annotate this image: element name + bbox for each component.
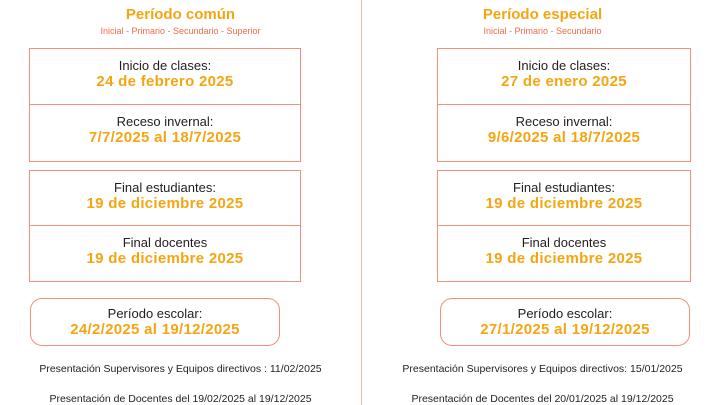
periodo-escolar-value: 27/1/2025 al 19/12/2025 bbox=[480, 321, 650, 338]
final-docentes-label: Final docentes bbox=[122, 235, 208, 250]
receso-invernal-value: 9/6/2025 al 18/7/2025 bbox=[487, 129, 641, 146]
inicio-clases-label: Inicio de clases: bbox=[118, 58, 212, 73]
periodo-comun-column bbox=[0, 0, 361, 405]
presentacion-docentes-note: Presentación de Docentes del 20/01/2025 al 19/12/2025 bbox=[411, 393, 674, 405]
final-estudiantes-section bbox=[30, 171, 300, 226]
inicio-clases-section bbox=[438, 49, 690, 105]
final-docentes-section bbox=[30, 226, 300, 281]
receso-invernal-value: 7/7/2025 al 18/7/2025 bbox=[88, 129, 242, 146]
receso-invernal-label: Receso invernal: bbox=[116, 114, 214, 129]
presentacion-supervisores-note: Presentación Supervisores y Equipos directivos : 11/02/2025 bbox=[39, 363, 322, 375]
receso-invernal-label: Receso invernal: bbox=[515, 114, 613, 129]
final-estudiantes-label: Final estudiantes: bbox=[513, 180, 615, 195]
inicio-clases-label: Inicio de clases: bbox=[517, 58, 611, 73]
inicio-clases-value: 24 de febrero 2025 bbox=[96, 73, 234, 90]
periodo-escolar-box bbox=[30, 298, 280, 346]
periodo-especial-column bbox=[362, 0, 723, 405]
final-estudiantes-label: Final estudiantes: bbox=[114, 180, 216, 195]
inicio-clases-section bbox=[30, 49, 300, 105]
periodo-escolar-value: 24/2/2025 al 19/12/2025 bbox=[70, 321, 240, 338]
inicio-receso-box bbox=[437, 48, 691, 162]
receso-invernal-section bbox=[30, 105, 300, 161]
final-docentes-value: 19 de diciembre 2025 bbox=[86, 250, 244, 267]
final-estudiantes-section bbox=[438, 171, 690, 226]
periodo-especial-levels: Inicial - Primario - Secundario bbox=[483, 26, 602, 36]
final-estudiantes-value: 19 de diciembre 2025 bbox=[485, 195, 643, 212]
final-box bbox=[437, 170, 691, 282]
periodo-escolar-label: Período escolar: bbox=[517, 306, 613, 321]
final-docentes-label: Final docentes bbox=[521, 235, 607, 250]
inicio-clases-value: 27 de enero 2025 bbox=[501, 73, 627, 90]
presentacion-supervisores-note: Presentación Supervisores y Equipos directivos: 15/01/2025 bbox=[402, 363, 683, 375]
periodo-comun-levels: Inicial - Primario - Secundario - Superior bbox=[100, 26, 261, 36]
final-box bbox=[29, 170, 301, 282]
final-estudiantes-value: 19 de diciembre 2025 bbox=[86, 195, 244, 212]
receso-invernal-section bbox=[438, 105, 690, 161]
final-docentes-value: 19 de diciembre 2025 bbox=[485, 250, 643, 267]
inicio-receso-box bbox=[29, 48, 301, 162]
periodo-comun-title: Período común bbox=[125, 6, 236, 23]
periodo-especial-title: Período especial bbox=[482, 6, 603, 23]
periodo-escolar-label: Período escolar: bbox=[107, 306, 203, 321]
presentacion-docentes-note: Presentación de Docentes del 19/02/2025 al 19/12/2025 bbox=[49, 393, 312, 405]
periodo-escolar-box bbox=[440, 298, 690, 346]
final-docentes-section bbox=[438, 226, 690, 281]
